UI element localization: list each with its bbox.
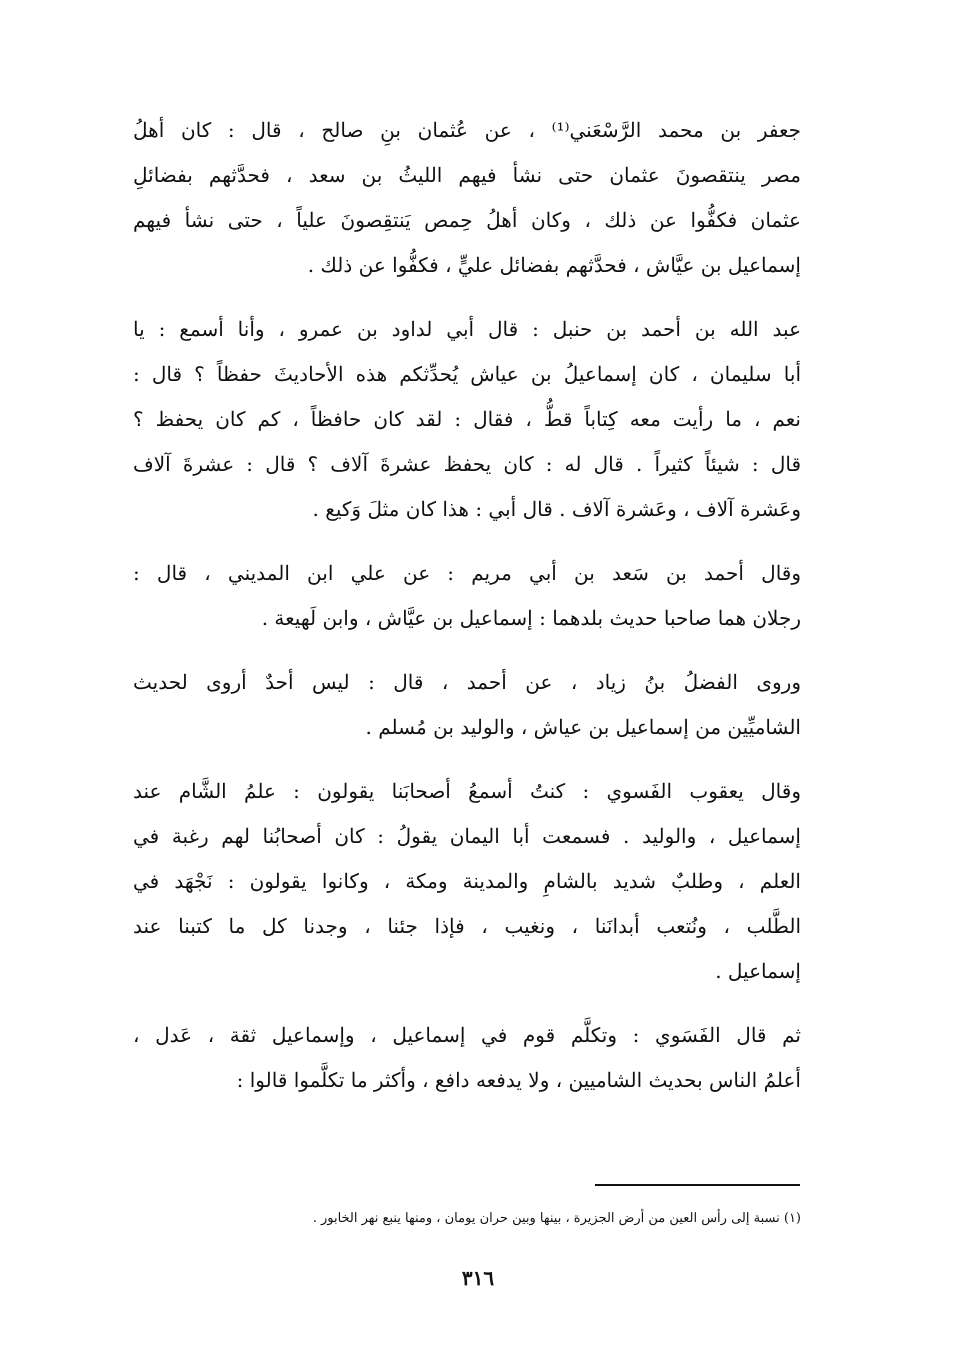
paragraph-6 <box>133 1013 801 1103</box>
text-line: قال : شيئاً كثيراً . قال له : كان يحفظ عشرةَ آلاف ؟ قال : عشرةَ آلاف <box>133 452 801 476</box>
text-line: وقال يعقوب الفَسوي : كنتُ أسمعُ أصحابَنا يقولون : علمُ الشَّام عند <box>133 779 801 803</box>
text-line: مصر ينتقصونَ عثمان حتى نشأ فيهم الليثُ بن سعد ، فحدَّثهم بفضائلِ <box>133 163 801 187</box>
text-line: عبد الله بن أحمد بن حنبل : قال أبي لداود بن عمرو ، وأنا أسمع : يا <box>133 317 801 341</box>
text-line: الشاميِّين من إسماعيل بن عياش ، والوليد بن مُسلم . <box>365 715 801 739</box>
text-line: ثم قال الفَسَوي : وتكلَّم قوم في إسماعيل ، وإسماعيل ثقة ، عَدل ، <box>133 1023 801 1047</box>
footnote: (١) نسبة إلى رأس العين من أرض الجزيرة ، بينها وبين حران يومان ، ومنها ينبع نهر الخابور . <box>312 1211 801 1226</box>
body-text <box>133 108 801 1122</box>
footnote-divider <box>595 1184 800 1186</box>
text-line: رجلان هما صاحبا حديث بلدهما : إسماعيل بن عيَّاش ، وابن لَهيعة . <box>261 606 801 630</box>
text-line: وروى الفضلُ بنُ زياد ، عن أحمد ، قال : ليس أحدٌ أروى لحديث <box>133 670 801 694</box>
text-line: إسماعيل بن عيَّاش ، فحدَّثهم بفضائل عليٍّ ، فكفُّوا عن ذلك . <box>307 253 801 277</box>
text-line: إسماعيل . <box>715 959 801 983</box>
text-line: العلم ، وطلبٌ شديد بالشامِ والمدينة ومكة ، وكانوا يقولون : نَجْهَد في <box>133 869 801 893</box>
text-line: وقال أحمد بن سَعد بن أبي مريم : عن علي ابن المديني ، قال : <box>133 561 801 585</box>
paragraph-3 <box>133 551 801 641</box>
text-line: الطَّلب ، ونُتعب أبدانَنا ، ونغيب ، فإذا جئنا ، وجدنا كل ما كتبنا عند <box>133 914 801 938</box>
paragraph-5 <box>133 769 801 994</box>
text-line: جعفر بن محمد الرَّسْعَني⁽¹⁾ ، عن عُثمان بنِ صالح ، قال : كان أهلُ <box>133 118 801 142</box>
text-line: إسماعيل ، والوليد . فسمعت أبا اليمان يقولُ : كان أصحابُنا لهم رغبة في <box>133 824 801 848</box>
paragraph-2 <box>133 307 801 532</box>
text-line: نعم ، ما رأيت معه كِتاباً قطُّ ، فقال : لقد كان حافظاً ، كم كان يحفظ ؟ <box>133 407 801 431</box>
text-line: عثمان فكفُّوا عن ذلك ، وكان أهلُ حِمص يَنتقِصونَ علياً ، حتى نشأ فيهم <box>133 208 801 232</box>
paragraph-4 <box>133 660 801 750</box>
text-line: وعَشرة آلاف ، وعَشرة آلاف . قال أبي : هذا كان مثلَ وَكيع . <box>312 497 801 521</box>
paragraph-1 <box>133 108 801 288</box>
text-line: أبا سليمان ، كان إسماعيلُ بن عياش يُحدِّثكم هذه الأحاديثَ حفظاً ؟ قال : <box>133 362 801 386</box>
page-number: ٣١٦ <box>461 1266 495 1290</box>
text-line: أعلمُ الناس بحديث الشاميين ، ولا يدفعه دافع ، وأكثر ما تكلَّموا قالوا : <box>236 1068 801 1092</box>
